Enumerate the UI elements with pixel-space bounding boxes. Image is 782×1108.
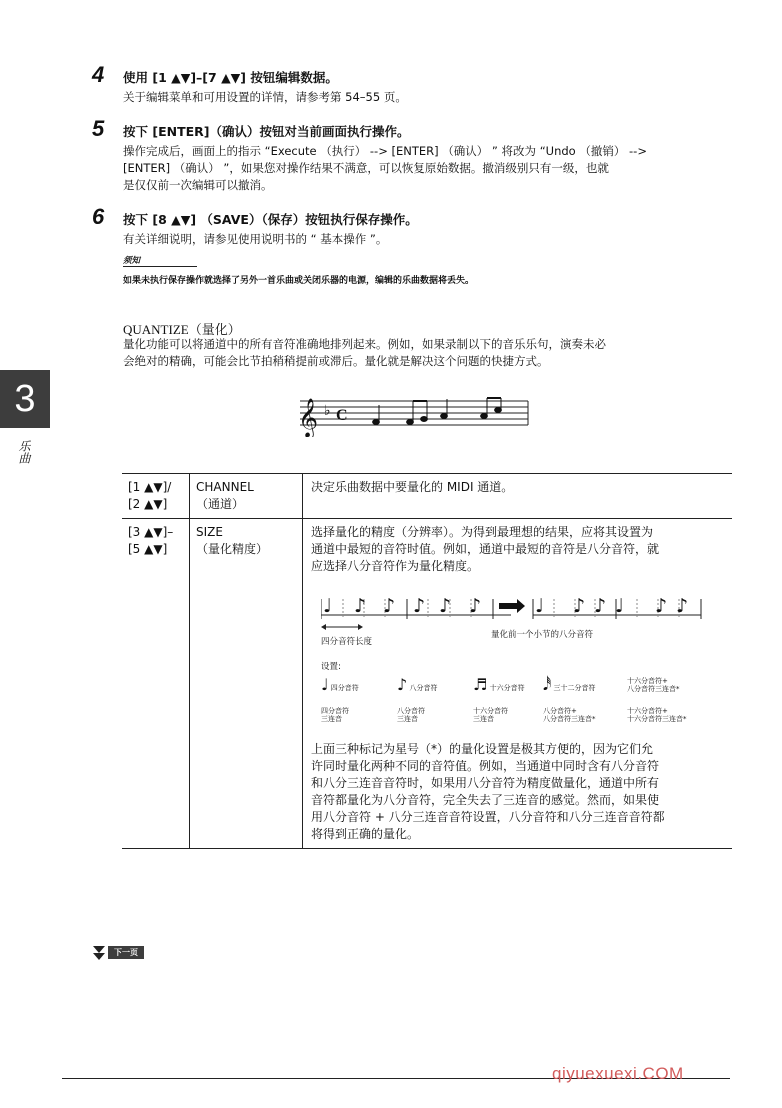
size-param: [190, 519, 303, 849]
channel-desc: [303, 474, 733, 519]
size-desc-line-3: 应选择八分音符作为量化精度。: [311, 559, 480, 573]
svg-text:♩: ♩: [323, 595, 332, 617]
setting-quarter-triplet: [321, 707, 349, 723]
step-4-title: 使用 [1 ▲▼]–[7 ▲▼] 按钮编辑数据。: [123, 70, 338, 85]
note-label: 须知: [123, 256, 141, 266]
quantize-diagram: [311, 581, 726, 731]
asterisk-explanation: [311, 741, 726, 843]
setting-sixteenth-plus-eighth-triplet-label: 十六分音符+ 八分音符三连音*: [627, 677, 680, 693]
svg-text:♪: ♪: [594, 595, 607, 617]
setting-sixteenth: ♬ 十六分音符: [473, 675, 525, 694]
channel-button-label-1: [1 ▲▼]/: [128, 480, 172, 494]
asterisk-line-1: 上面三种标记为星号（*）的量化设置是极其方便的，因为它们允: [311, 742, 654, 756]
setting-quarter-label: 四分音符: [330, 684, 359, 692]
step-4-number: 4: [92, 62, 105, 87]
next-page-label: 下一页: [108, 946, 144, 959]
svg-text:C: C: [336, 407, 348, 424]
setting-eighth-triplet-label: 八分音符 三连音: [397, 707, 425, 723]
setting-eighth-plus-eighth-triplet-label: 八分音符+ 八分音符三连音*: [543, 707, 596, 723]
svg-text:𝄞: 𝄞: [298, 398, 319, 437]
channel-param: [190, 474, 303, 519]
setting-sixteenth-plus-sixteenth-triplet: [627, 707, 687, 723]
table-row-size: [122, 519, 732, 849]
svg-text:♪: ♪: [469, 595, 482, 617]
next-page-indicator[interactable]: [92, 944, 152, 962]
asterisk-line-6: 将得到正确的量化。: [311, 827, 420, 841]
step-5-body-line-2: [ENTER] （确认） ”，如果您对操作结果不满意，可以恢复原始数据。撤消级别只有一级，也就: [123, 161, 609, 175]
setting-eighth-triplet: [397, 707, 425, 723]
step-5-body-line-3: 是仅仅前一次编辑可以撤消。: [123, 178, 273, 192]
svg-text:♪: ♪: [573, 595, 586, 617]
setting-sixteenth-plus-eighth-triplet: [627, 677, 680, 693]
chapter-label: 乐曲: [17, 440, 31, 464]
note-text: 如果未执行保存操作就选择了另外一首乐曲或关闭乐器的电源，编辑的乐曲数据将丢失。: [123, 276, 475, 286]
music-staff-example: [296, 393, 532, 437]
size-param-cn: （量化精度）: [196, 542, 269, 556]
chapter-tab: 3: [0, 370, 50, 428]
step-6-body: 有关详细说明，请参见使用说明书的 “ 基本操作 ”。: [123, 232, 388, 246]
setting-sixteenth-label: 十六分音符: [489, 684, 525, 692]
channel-param-name: CHANNEL: [196, 480, 254, 494]
settings-label: 设置:: [321, 662, 341, 672]
quarter-note-length-caption: 四分音符长度: [321, 637, 373, 647]
setting-sixteenth-triplet-label: 十六分音符 三连音: [473, 707, 508, 723]
svg-text:♪: ♪: [354, 595, 367, 617]
size-buttons: [122, 519, 190, 849]
asterisk-line-5: 用八分音符 + 八分三连音音符设置，八分音符和八分三连音音符都: [311, 810, 665, 824]
svg-text:♪: ♪: [676, 595, 689, 617]
setting-quarter: ♩ 四分音符: [321, 675, 359, 694]
size-desc-cell: [303, 519, 733, 849]
size-desc-line-2: 通道中最短的音符时值。例如，通道中最短的音符是八分音符，就: [311, 542, 660, 556]
setting-eighth-plus-eighth-triplet: [543, 707, 596, 723]
svg-text:♪: ♪: [655, 595, 668, 617]
asterisk-line-2: 许同时量化两种不同的音符值。例如，当通道中同时含有八分音符: [311, 759, 660, 773]
double-chevron-down-icon: [92, 944, 106, 962]
svg-text:♪: ♪: [383, 595, 396, 617]
step-5-body-line-1: 操作完成后，画面上的指示 “Execute （执行） --> [ENTER] （确认） ” 将改为 “Undo （撤销） -->: [123, 144, 647, 158]
channel-buttons: [122, 474, 190, 519]
pre-quantize-caption: 量化前一个小节的八分音符: [491, 630, 594, 640]
channel-desc-text: 决定乐曲数据中要量化的 MIDI 通道。: [311, 480, 514, 494]
asterisk-line-3: 和八分三连音音符时，如果用八分音符为精度做量化，通道中所有: [311, 776, 660, 790]
channel-button-label-2: [2 ▲▼]: [128, 497, 168, 511]
setting-quarter-triplet-label: 四分音符 三连音: [321, 707, 349, 723]
svg-text:♭: ♭: [324, 403, 331, 419]
size-button-label-2: [5 ▲▼]: [128, 542, 168, 556]
setting-sixteenth-plus-sixteenth-triplet-label: 十六分音符+ 十六分音符三连音*: [627, 707, 687, 723]
quantize-desc-line-2: 会绝对的精确，可能会比节拍稍稍提前或滞后。量化就是解决这个问题的快捷方式。: [123, 354, 549, 368]
step-4-body: 关于编辑菜单和可用设置的详情，请参考第 54–55 页。: [123, 90, 407, 104]
quantize-heading: QUANTIZE（量化）: [123, 322, 241, 337]
setting-eighth: ♪ 八分音符: [397, 675, 438, 694]
setting-thirtysecond: 𝅘𝅥𝅰 三十二分音符: [543, 675, 596, 694]
svg-text:♪: ♪: [413, 595, 426, 617]
size-button-label-1: [3 ▲▼]–: [128, 525, 174, 539]
setting-thirtysecond-label: 三十二分音符: [553, 684, 596, 692]
setting-sixteenth-triplet: [473, 707, 508, 723]
table-row-channel: [122, 474, 732, 519]
svg-text:♩: ♩: [615, 595, 624, 617]
size-param-name: SIZE: [196, 525, 223, 539]
step-6-number: 6: [92, 204, 105, 229]
asterisk-line-4: 音符都量化为八分音符，完全失去了三连音的感觉。然而，如果使: [311, 793, 660, 807]
setting-eighth-label: 八分音符: [409, 684, 438, 692]
svg-text:♩: ♩: [535, 595, 544, 617]
step-5-title: 按下 [ENTER]（确认）按钮对当前画面执行操作。: [123, 124, 410, 139]
watermark: qiyuexuexi.COM: [552, 1064, 684, 1083]
step-5-number: 5: [92, 116, 105, 141]
parameter-table: [122, 473, 732, 849]
step-6-title: 按下 [8 ▲▼] （SAVE）（保存）按钮执行保存操作。: [123, 212, 418, 227]
svg-text:♪: ♪: [439, 595, 452, 617]
size-desc-line-1: 选择量化的精度（分辨率）。为得到最理想的结果，应将其设置为: [311, 525, 654, 539]
note-divider: [123, 266, 197, 267]
quantize-desc-line-1: 量化功能可以将通道中的所有音符准确地排列起来。例如，如果录制以下的音乐乐句，演奏未必: [123, 337, 606, 351]
channel-param-cn: （通道）: [196, 497, 245, 511]
